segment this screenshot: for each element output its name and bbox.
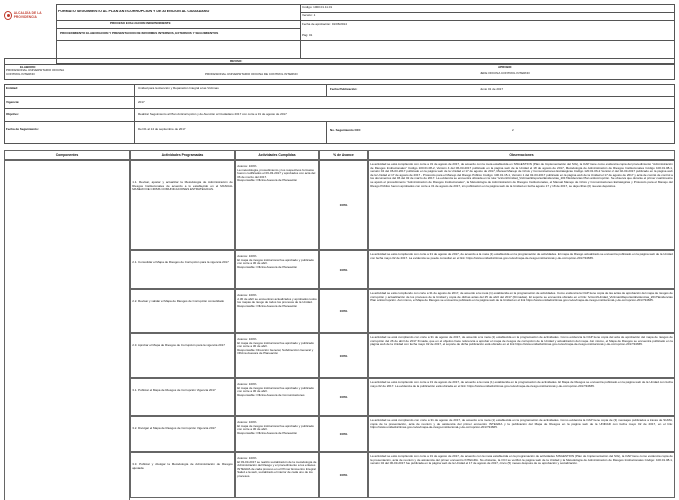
- table-row-done: Avance: 100% El mapa de riesgos institucional fue aprobado y publicado con corte a 30 de abril. Responsable: Oficina Asesora de Comunicaciones: [235, 378, 319, 416]
- table-row-done: Avance: 100% La metodología, procedimiento y los respectivos formatos fueron codificados el 06-03-2017 y aprobados con acta del 06 de marzo del 2017. Responsable: Oficina Asesora de Planeación: [235, 160, 319, 250]
- elaboro-value: PROFESIONAL UNIVERSITARIO OFICINA CONTROL INTERNO: [6, 69, 65, 76]
- table-row-activity: 2.1. Consolidar el Mapa de Riesgos de Corrupción para la vigencia 2017: [130, 250, 235, 289]
- reviso-value: PROFESIONAL UNIVERSITARIO OFICINA DE CONTROL INTERNO: [205, 73, 298, 76]
- table-row-activity: 3.2. Divulgar el Mapa de Riesgos de Corrupción Vigencia 2017: [130, 416, 235, 452]
- table-row-activity: 3.3. Publicar y divulgar la Metodología de Administración de Riesgos ajustada: [130, 452, 235, 498]
- version-label: Versión: 1: [302, 14, 316, 17]
- table-row-progress: 100%: [319, 378, 368, 416]
- no-seg-label: No. Seguimiento OCI:: [330, 129, 361, 132]
- doc-title: FORMATO SEGUIMIENTO AL PLAN ANTICORRUPCIÓN Y DE ATENCIÓN AL CIUDADANO: [58, 10, 210, 13]
- table-row-done: Avance: 100% El mapa de riesgos institucional fue aprobado y publicado con corte a 30 de abril. Responsable: Oficina Asesora de Planeación: [235, 416, 319, 452]
- seal-icon: [4, 11, 12, 20]
- table-row-observations: La actividad se está cumpliendo con corte a 31 de agosto de 2017, de acuerdo a la meta (1) establecida en la programación de actividades. El mapa de Riesgo actualizado se encuentra publicado en la página web de la Unidad con fecha mayo 02 de 2017. La evidencia se puede consultar en el link: https://www.unidadvictimas.gov.co/es/mapa-de-riesgo-institucional-y-de-corrupcion-2017/34665.: [368, 250, 675, 289]
- fecha-seg-value: Del 01 al 14 de septiembre de 2017: [138, 128, 186, 131]
- table-row-activity: 3.1. Publicar el Mapa de Riesgos de Corrupción Vigencia 2017: [130, 378, 235, 416]
- table-header-0: Componentes: [4, 150, 130, 160]
- aprobo-label: APROBÓ:: [498, 66, 513, 69]
- table-row-progress: 100%: [319, 416, 368, 452]
- table-header-4: Observaciones: [368, 150, 675, 160]
- objetivo-value: Realizar Seguimiento al Plan Anticorrupción y de Atención al Ciudadano 2017 con corte a 31 de agosto de 2017: [138, 113, 287, 116]
- objetivo-label: Objetivo:: [6, 113, 20, 116]
- table-header-2: Actividades Cumplidas: [235, 150, 319, 160]
- table-row-progress: 100%: [319, 250, 368, 289]
- table-row-done: Avance: 100% El mapa de riesgos institucional fue aprobado y publicado con corte a 30 de abril. Responsable: Dirección General, Subdirección General y Oficina Asesora de Planeación: [235, 333, 319, 378]
- table-row-observations: La actividad se está cumpliendo con corte a 31 de agosto de 2017, de acuerdo a la meta (1) establecida en la programación de actividades. Como evidencia la OAP tiene copia del acta de aprobación del mapa de riesgos de corrupción del 26 de abril de 2017 firmada, que en el objetivo hace referencia a aprobar el mapa de riesgos de corrupción de la Unidad y actualización del mapa. Así mismo, el Mapa de Riesgos se encuentra publicado en la página web de la Unidad con fecha mayo 02 de 2017, el soporte de dicha publicación está ubicado en el link https://www.unidadvictimas.gov.co/es/mapa-de-riesgo-institucional-y-de-corrupcion-2017/34665.: [368, 333, 675, 378]
- fecha-seg-label: Fecha de Seguimiento:: [6, 128, 39, 131]
- table-row-done: Avance: 100% El mapa de riesgos institucional fue aprobado y publicado con corte a 30 de abril. Responsable: Oficina Asesora de Planeación: [235, 250, 319, 289]
- logo-text: ALCALDÍA DE LA PROVIDENCIA: [13, 11, 42, 19]
- no-seg-value: 2: [512, 129, 514, 132]
- table-row-observations: La actividad se está cumpliendo con corte a 31 de agosto de 2017, de acuerdo a la meta (1) establecida en la programación de actividades. Como evidencia la OAP tiene copia de las actas de aprobación del mapa de riesgos de corrupción y actualización de los procesos de la Unidad y copia de dichas actas del 25 de abril del 2017 (Firmadas). El soporte se encuentra ubicado en el link: \\ctcont\Unidad_Victimas\Reportes\Evidencias_2017\Evidencias Plan anticorrupción. Así mismo, el Mapa de Riesgos se encuentra publicado en la página web de la Unidad en el link https://www.unidadvictimas.gov.co/es/mapa-de-riesgo-institucional-y-de-corrupcion-2017/34665.: [368, 289, 675, 333]
- table-row-progress: 100%: [319, 289, 368, 333]
- table-header-3: % de Avance: [319, 150, 368, 160]
- table-row-done: Avance: 100% El 03-03-2017 se realizó socialización de la metodología de Administración del Riesgo y el procedimiento a los enlaces INTEGRA de cada proceso en el Primer Encuentro Integral Salud e la web, socializado el interior de cada uno de los procesos.: [235, 452, 319, 498]
- entity-logo: [4, 6, 56, 24]
- follow-up-table: [4, 150, 675, 500]
- component-cell: [4, 160, 130, 500]
- table-row-observations: La actividad se está cumpliendo con corte a 31 de agosto de 2017, de acuerdo con la meta establecida en la programación de actividades SISGESTION (Plan de Implementación del SIG), la OAP tiene como evidencia copia de la presentación, acta de reunión y de asistencia del primer encuentro INTEGRA. No obstante, la OCI se verificó la página web de la Unidad y la Metodología de Administración de Riesgos Institucionales Código: 100.01.08-1, versión 04 del 06-03-2017 fue publicada en la página web de la Unidad el 17 de agosto de 2017, cinco (5) meses después de su aprobación y socialización.: [368, 452, 675, 498]
- entidad-value: Unidad para la Atención y Reparación Integral a las Víctimas: [138, 87, 219, 90]
- approval-date-label: Fecha de aprobación: 01/06/2014: [302, 23, 347, 26]
- table-row-activity: 2.2. Revisar y validar el Mapa de Riesgos de Corrupción consolidado: [130, 289, 235, 333]
- table-row-activity: 2.3. Aprobar el Mapa de Riesgos de Corrupción para la vigencia 2017: [130, 333, 235, 378]
- table-row-progress: 100%: [319, 452, 368, 498]
- table-header-1: Actividades Programadas: [130, 150, 235, 160]
- reviso-label: REVISÓ:: [230, 60, 243, 63]
- table-row-progress: 100%: [319, 160, 368, 250]
- table-row-observations: La actividad se está cumpliendo con corte a 31 de agosto de 2017, de acuerdo a la meta (1) establecida en la programación de actividades. Como evidencia la OAP tiene copia de (3) mensajes publicados a través de SUMA, copia de la presentación, acta de reunión y de asistencia del primer encuentro INTEGRA y la publicación del Mapa de Riesgos en la página web de la UNIDAD con fecha mayo 02 de 2017, en el link: https://www.unidadvictimas.gov.co/es/mapa-de-riesgo-institucional-y-de-corrupcion-2017/34665.: [368, 416, 675, 452]
- table-row-observations: La actividad se está cumpliendo con corte a 31 de agosto de 2017, de acuerdo con la meta establecida en SISGESTION (Plan de Implementación del SIG), la OAP tiene como evidencia copia del procedimiento "Administración de Riesgos Institucionales" Código 100.01.08-2, Versión 4 del 06-03-2017 publicado en la página web de la Unidad el 18 de agosto de 2017, Metodología de Administración de Riesgos Institucionales Código 100.01.08-1, versión 04 del 06-03-2017 publicado en la página web de la Unidad el 17 de agosto de 2017, Manual Manejo de Crisis y Comunicaciones Estratégicas Código 120.01.06-2 Versión 2 del 02-03-2017 publicado en la página web de la Unidad el 17 de agosto de 2017 - Protocolo para el Manejo del Riesgo Público Código: 100.01.15-1, Versión 1 del 02-03-2017 publicado en la página web de la Unidad el 17 de agosto de 2017 y acta de comité de control a los documentos del 06 del 02 de marzo de 2017. La evidencia se encuentra ubicada en la ruta: \\ctcont\Unidad_Victimas\Reportes\Evidencias_2017\Evidencias Plan anticorrupción. Se observa que durante el primer cuatrimestre se ajustó el procedimiento "Administración de Riesgos Institucionales", la Metodología de Administración de Riesgos Institucionales, el Manual Manejo de Crisis y Comunicaciones Estratégicas y Protocolo para el Manejo del Riesgo Público fueron aprobados con corte a 31 de agosto de 2017, sin publicación en la página web de la Unidad en fecha agosto 17 y 18 de 2017, se deja cifras (0) nuevas depósitos.: [368, 160, 675, 250]
- elaboro-label: ELABORÓ:: [20, 66, 36, 69]
- table-row-progress: 100%: [319, 333, 368, 378]
- vigencia-label: Vigencia:: [6, 101, 20, 104]
- entidad-label: Entidad:: [6, 87, 18, 90]
- procedure-label: PROCEDIMIENTO ELABORACION Y PRESENTACION DE INFORMES INTERNOS, EXTERNOS Y SEGUIMIENTOS: [60, 32, 219, 35]
- table-row-activity: 1.1. Revisar, ajustar y actualizar la Metodología de Administración de Riesgos Institucionales de acuerdo a lo establecido en el MANUAL MANEJO DE CRISIS COMUNICACIONES ESTRATÉGICAS.: [130, 160, 235, 250]
- process-label: PROCESO EVALUACION INDEPENDIENTE: [110, 22, 171, 25]
- code-label: Código: 1000.01.11.01: [302, 6, 333, 9]
- fecha-pub-value: Junio 01 de 2017: [480, 88, 504, 91]
- aprobo-value: JEFE OFICINA CONTROL INTERNO: [480, 72, 530, 75]
- fecha-pub-label: Fecha Publicación:: [330, 88, 358, 91]
- page-label: Pág: 01: [302, 34, 313, 37]
- vigencia-value: 2017: [138, 101, 145, 104]
- table-row-done: Avance: 100% A 30 de abril se encuentran actualizados y aprobados todos los mapas de riesgo de todos los procesos de la Unidad. Responsable: Oficina Asesora de Planeación: [235, 289, 319, 333]
- table-row-observations: La actividad se está cumpliendo con corte a 31 de agosto de 2017, de acuerdo a la meta (1) establecida en la programación de actividades. El Mapa de Riesgos se encuentra publicado en la página web de la Unidad con fecha mayo 02 de 2017. La evidencia de la publicación está ubicada en el link: https://www.unidadvictimas.gov.co/es/mapa-de-riesgo-institucional-y-de-corrupcion-2017/34665.: [368, 378, 675, 416]
